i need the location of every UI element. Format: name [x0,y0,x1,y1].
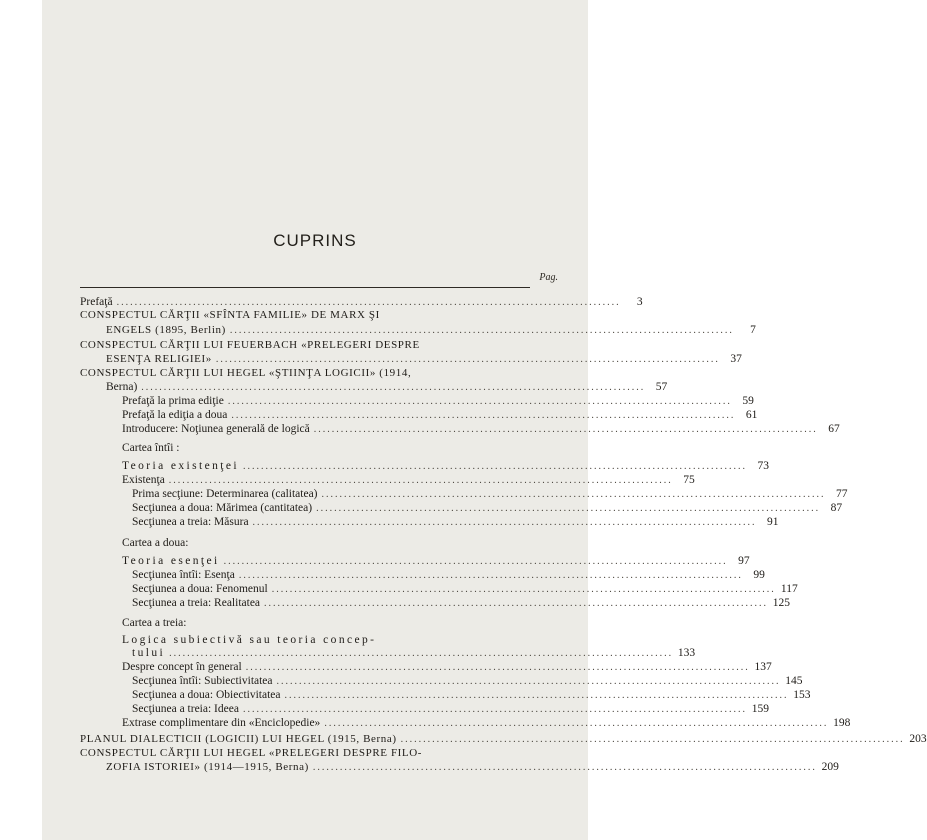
toc-entry-page: 203 [909,733,927,745]
toc-entry-page: 73 [757,460,769,472]
dot-leader: ................................................................................................................ [141,382,646,393]
book-page [42,0,927,840]
toc-entry [132,675,803,688]
toc-entry-page: 67 [828,423,840,435]
toc-entry-page: 91 [767,516,779,528]
section-heading: Cartea întîi : [122,442,180,454]
dot-leader: ................................................................................................................ [316,503,821,514]
dot-leader: ................................................................................................................ [229,325,734,336]
dot-leader: ................................................................................................................ [284,690,789,701]
toc-entry-page: 3 [636,296,643,308]
toc-entry-title: Teoria existenţei [122,460,239,472]
table-of-contents [42,0,927,840]
toc-entry [132,703,769,716]
toc-entry-title: Existenţa [122,474,165,486]
toc-entry-title: CONSPECTUL CĂRŢII LUI FEUERBACH «PRELEGERI DESPRE [80,339,420,351]
dot-leader: ................................................................................................................ [231,410,736,421]
toc-entry-title: Prima secţiune: Determinarea (calitatea) [132,488,318,500]
dot-leader: ................................................................................................................ [324,718,829,729]
toc-entry-page: 57 [655,381,668,393]
toc-entry-page: 145 [785,675,803,687]
toc-entry [122,555,750,568]
toc-entry-title: Despre concept în general [122,661,242,673]
toc-entry-title: Secţiunea a doua: Fenomenul [132,583,268,595]
dot-leader: ................................................................................................................ [252,517,757,528]
toc-entry [132,569,765,582]
toc-entry [122,634,530,647]
toc-entry [132,647,696,660]
section-heading: Cartea a treia: [122,617,187,629]
toc-entry-title: Introducere: Noţiunea generală de logică [122,423,310,435]
toc-entry [132,583,798,596]
toc-entry-title: Secţiunea a doua: Obiectivitatea [132,689,281,701]
toc-entry-title: ZOFIA ISTORIEI» (1914—1915, Berna) [106,761,309,773]
toc-entry [80,733,927,746]
toc-entry [122,409,758,422]
toc-entry-title: Berna) [106,381,138,393]
toc-entry [80,367,530,380]
toc-entry-page: 7 [750,324,756,336]
toc-entry-title: Secţiunea întîi: Esenţa [132,569,235,581]
page-column-label: Pag. [539,272,558,283]
toc-entry-title: Secţiunea a treia: Realitatea [132,597,261,609]
dot-leader: ................................................................................................................ [313,424,818,435]
toc-entry [122,661,772,674]
toc-entry [80,747,530,760]
toc-entry [106,761,839,774]
toc-entry-title: Logica subiectivă sau teoria concep- [122,634,377,646]
toc-entry-page: 87 [830,502,843,514]
toc-entry [122,423,840,436]
toc-entry-title: Extrase complimentare din «Enciclopedie» [122,717,321,729]
dot-leader: ................................................................................................................ [245,662,750,673]
toc-entry-page: 198 [833,717,851,729]
toc-entry-page: 75 [683,474,695,486]
toc-entry-page: 133 [677,647,696,659]
toc-entry [132,597,791,610]
dot-leader: ................................................................................................................ [116,297,621,308]
toc-entry-title: CONSPECTUL CĂRŢII LUI HEGEL «PRELEGERI DESPRE FILO- [80,747,423,759]
toc-entry [132,689,811,702]
dot-leader: ................................................................................................................ [238,570,743,581]
toc-entry [132,516,779,529]
dot-leader: ................................................................................................................ [271,584,776,595]
toc-entry [122,717,851,730]
toc-entry-page: 137 [754,661,772,673]
toc-entry [122,395,754,408]
toc-entry-title: Secţiunea a treia: Ideea [132,703,239,715]
dot-leader: ................................................................................................................ [400,734,905,745]
dot-leader: ................................................................................................................ [276,676,781,687]
dot-leader: ................................................................................................................ [169,648,674,659]
toc-entry-page: 97 [738,555,750,567]
dot-leader: ................................................................................................................ [264,598,769,609]
toc-entry [122,474,695,487]
toc-entry-title: ESENŢA RELIGIEI» [106,353,212,365]
toc-entry-page: 99 [753,569,765,581]
toc-entry-page: 77 [836,488,848,500]
toc-entry-page: 59 [742,395,754,407]
page-title: CUPRINS [273,231,357,250]
toc-entry-title: Secţiunea a doua: Mărimea (cantitatea) [132,502,313,514]
toc-entry-title: Teoria esenţei [122,555,220,567]
toc-entry [80,309,530,322]
dot-leader: ................................................................................................................ [227,396,732,407]
toc-entry-page: 37 [730,353,742,365]
toc-entry [132,488,848,501]
dot-leader: ................................................................................................................ [312,762,817,773]
dot-leader: ................................................................................................................ [223,556,728,567]
toc-entry [106,324,756,337]
toc-entry [132,502,843,515]
dot-leader: ................................................................................................................ [168,475,673,486]
toc-entry [80,339,530,352]
toc-entry-page: 117 [780,583,798,595]
dot-leader: ................................................................................................................ [242,461,747,472]
toc-entry-title: ENGELS (1895, Berlin) [106,324,226,336]
toc-entry-page: 61 [745,409,758,421]
toc-entry-page: 209 [821,761,839,773]
dot-leader: ................................................................................................................ [215,354,720,365]
section-heading: Cartea a doua: [122,537,189,549]
toc-entry-page: 125 [772,597,791,609]
toc-entry-title: CONSPECTUL CĂRŢII LUI HEGEL «ŞTIINŢA LOGICII» (1914, [80,367,412,379]
toc-entry-title: tului [132,647,166,659]
toc-entry-page: 159 [751,703,769,715]
toc-entry-page: 153 [793,689,811,701]
toc-entry-title: CONSPECTUL CĂRŢII «SFÎNTA FAMILIE» DE MARX ŞI [80,309,380,321]
toc-entry [80,296,643,309]
toc-entry-title: Prefaţă [80,296,113,308]
dot-leader: ................................................................................................................ [321,489,826,500]
dot-leader: ................................................................................................................ [242,704,747,715]
toc-entry-title: Prefaţă la ediţia a doua [122,409,228,421]
toc-entry [106,381,668,394]
toc-entry-title: Secţiunea a treia: Măsura [132,516,249,528]
toc-entry [106,353,742,366]
toc-entry [122,460,769,473]
toc-entry-title: Secţiunea întîi: Subiectivitatea [132,675,273,687]
toc-entry-title: PLANUL DIALECTICII (LOGICII) LUI HEGEL (1915, Berna) [80,733,397,745]
toc-entry-title: Prefaţă la prima ediţie [122,395,224,407]
